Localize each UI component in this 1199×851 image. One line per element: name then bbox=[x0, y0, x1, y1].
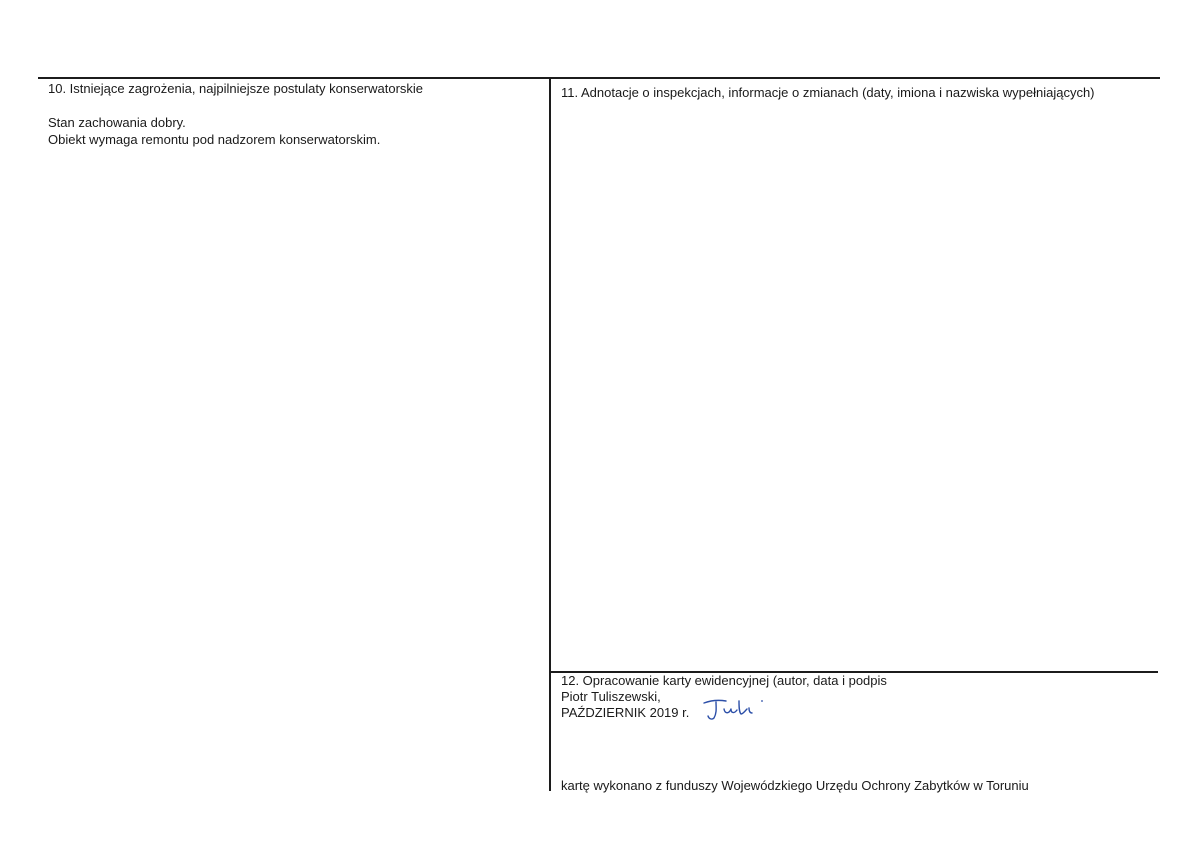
section-10-line: Obiekt wymaga remontu pod nadzorem konserwatorskim. bbox=[48, 132, 381, 147]
column-divider bbox=[549, 77, 551, 791]
funding-note: kartę wykonano z funduszy Wojewódzkiego Urzędu Ochrony Zabytków w Toruniu bbox=[561, 778, 1029, 793]
top-rule bbox=[38, 77, 1160, 79]
section-10-body bbox=[48, 114, 380, 148]
section-10-line: Stan zachowania dobry. bbox=[48, 115, 186, 130]
section-12-date: PAŹDZIERNIK 2019 r. bbox=[561, 705, 690, 720]
section-12-title: 12. Opracowanie karty ewidencyjnej (autor, data i podpis bbox=[561, 673, 887, 688]
signature-image bbox=[702, 695, 772, 723]
section-10-title: 10. Istniejące zagrożenia, najpilniejsze postulaty konserwatorskie bbox=[48, 81, 424, 96]
section-12-author: Piotr Tuliszewski, bbox=[561, 689, 661, 704]
section-11-title: 11. Adnotacje o inspekcjach, informacje o zmianach (daty, imiona i nazwiska wypełniających) bbox=[561, 85, 1095, 100]
